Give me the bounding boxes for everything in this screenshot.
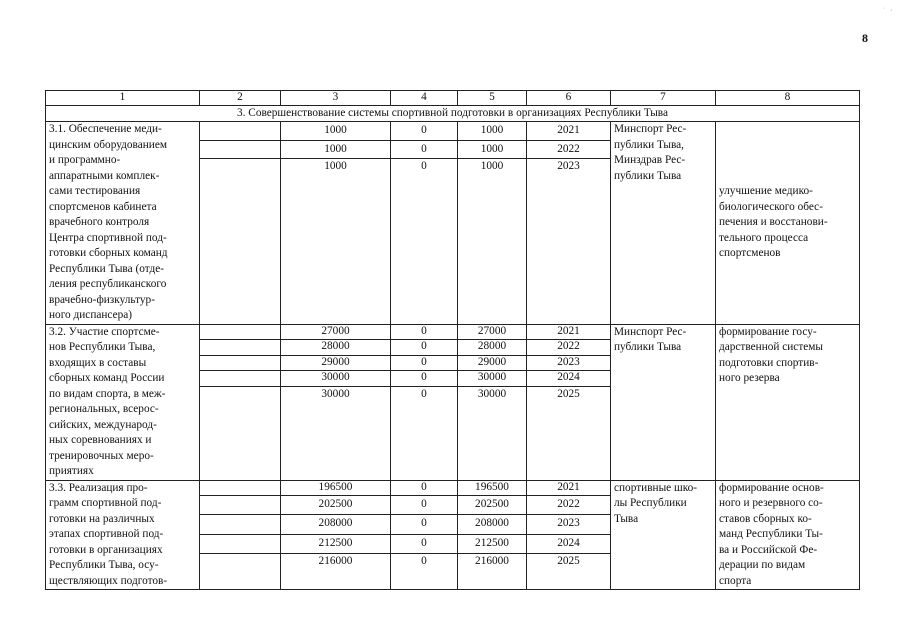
table-row	[46, 122, 860, 141]
result-cell	[716, 480, 860, 590]
regional-cell: 30000	[458, 371, 527, 387]
header-col-1: 1	[46, 91, 200, 106]
regional-cell: 1000	[458, 140, 527, 159]
result-cell	[716, 324, 860, 480]
total-cell: 1000	[281, 159, 391, 325]
year-cell: 2024	[527, 371, 611, 387]
empty-cell	[200, 495, 281, 515]
year-cell: 2021	[527, 122, 611, 141]
empty-cell	[200, 324, 281, 340]
empty-cell	[200, 371, 281, 387]
executor-text: спортивные шко- лы Республики Тыва	[614, 481, 698, 525]
empty-cell	[200, 355, 281, 371]
year-cell: 2023	[527, 355, 611, 371]
empty-cell	[200, 480, 281, 495]
empty-cell	[200, 140, 281, 159]
empty-cell	[200, 122, 281, 141]
federal-cell: 0	[391, 534, 458, 554]
regional-cell: 1000	[458, 122, 527, 141]
total-cell: 27000	[281, 324, 391, 340]
empty-cell	[200, 554, 281, 590]
executor-cell	[611, 122, 716, 325]
total-cell: 196500	[281, 480, 391, 495]
total-cell: 30000	[281, 371, 391, 387]
year-cell: 2023	[527, 159, 611, 325]
empty-cell	[200, 534, 281, 554]
total-cell: 212500	[281, 534, 391, 554]
year-cell: 2022	[527, 140, 611, 159]
header-col-6: 6	[527, 91, 611, 106]
total-cell: 30000	[281, 386, 391, 480]
regional-cell: 212500	[458, 534, 527, 554]
corner-mark: · ,	[883, 6, 894, 12]
result-cell	[716, 122, 860, 325]
federal-cell: 0	[391, 495, 458, 515]
item-name	[46, 480, 200, 590]
federal-cell: 0	[391, 340, 458, 356]
federal-cell: 0	[391, 122, 458, 141]
executor-text: Минспорт Рес- публики Тыва, Минздрав Рес- публики Тыва	[614, 123, 687, 182]
regional-cell: 208000	[458, 515, 527, 535]
federal-cell: 0	[391, 554, 458, 590]
federal-cell: 0	[391, 371, 458, 387]
header-col-3: 3	[281, 91, 391, 106]
result-text: формирование основ- ного и резервного со- ставов сборных ко- манд Республики Ты- ва и Российской Фе- дерации по видам спорта	[719, 481, 824, 587]
header-col-5: 5	[458, 91, 527, 106]
federal-cell: 0	[391, 515, 458, 535]
item-name-text: 3.1. Обеспечение меди- цинским оборудованием и программно- аппаратными комплек- сами тестирования спортсменов кабинета врачебного контроля Центра спортивной под- готовки сборных команд Республики Тыва (отде- ления республиканского врачебно-физкультур- ного диспансера)	[49, 123, 168, 321]
regional-cell: 29000	[458, 355, 527, 371]
federal-cell: 0	[391, 355, 458, 371]
regional-cell: 196500	[458, 480, 527, 495]
item-name	[46, 122, 200, 325]
federal-cell: 0	[391, 386, 458, 480]
executor-text: Минспорт Рес- публики Тыва	[614, 325, 687, 353]
total-cell: 29000	[281, 355, 391, 371]
total-cell: 208000	[281, 515, 391, 535]
page-number: 8	[862, 31, 868, 45]
year-cell: 2022	[527, 340, 611, 356]
header-row	[46, 91, 860, 106]
regional-cell: 1000	[458, 159, 527, 325]
year-cell: 2021	[527, 324, 611, 340]
year-cell: 2023	[527, 515, 611, 535]
regional-cell: 202500	[458, 495, 527, 515]
year-cell: 2025	[527, 554, 611, 590]
item-name-text: 3.3. Реализация про- грамм спортивной под- готовки на различных этапах спортивной под- готовки в организациях Республики Тыва, осу- ществляющих подготов-	[49, 481, 168, 587]
header-col-4: 4	[391, 91, 458, 106]
year-cell: 2025	[527, 386, 611, 480]
empty-cell	[200, 159, 281, 325]
total-cell: 202500	[281, 495, 391, 515]
result-text: формирование госу- дарственной системы подготовки спортив- ного резерва	[719, 325, 824, 384]
table-row	[46, 480, 860, 495]
header-col-7: 7	[611, 91, 716, 106]
empty-cell	[200, 515, 281, 535]
federal-cell: 0	[391, 140, 458, 159]
federal-cell: 0	[391, 480, 458, 495]
table-row	[46, 324, 860, 340]
federal-cell: 0	[391, 324, 458, 340]
section-title: 3. Совершенствование системы спортивной подготовки в организациях Республики Тыва	[46, 106, 860, 122]
year-cell: 2021	[527, 480, 611, 495]
total-cell: 1000	[281, 122, 391, 141]
section-row	[46, 106, 860, 122]
year-cell: 2024	[527, 534, 611, 554]
total-cell: 28000	[281, 340, 391, 356]
executor-cell	[611, 480, 716, 590]
header-col-8: 8	[716, 91, 860, 106]
item-name	[46, 324, 200, 480]
item-name-text: 3.2. Участие спортсме- нов Республики Тыва, входящих в составы сборных команд России по видам спорта, в меж- региональных, всерос- сийских, международ- ных соревнованиях и тренировочных меро- приятиях	[49, 325, 166, 477]
regional-cell: 216000	[458, 554, 527, 590]
empty-cell	[200, 386, 281, 480]
result-text: улучшение медико- биологического обес- печения и восстанови- тельного процесса спортсменов	[719, 185, 828, 259]
total-cell: 1000	[281, 140, 391, 159]
regional-cell: 27000	[458, 324, 527, 340]
federal-cell: 0	[391, 159, 458, 325]
empty-cell	[200, 340, 281, 356]
total-cell: 216000	[281, 554, 391, 590]
header-col-2: 2	[200, 91, 281, 106]
program-table	[45, 90, 860, 590]
regional-cell: 30000	[458, 386, 527, 480]
executor-cell	[611, 324, 716, 480]
regional-cell: 28000	[458, 340, 527, 356]
year-cell: 2022	[527, 495, 611, 515]
